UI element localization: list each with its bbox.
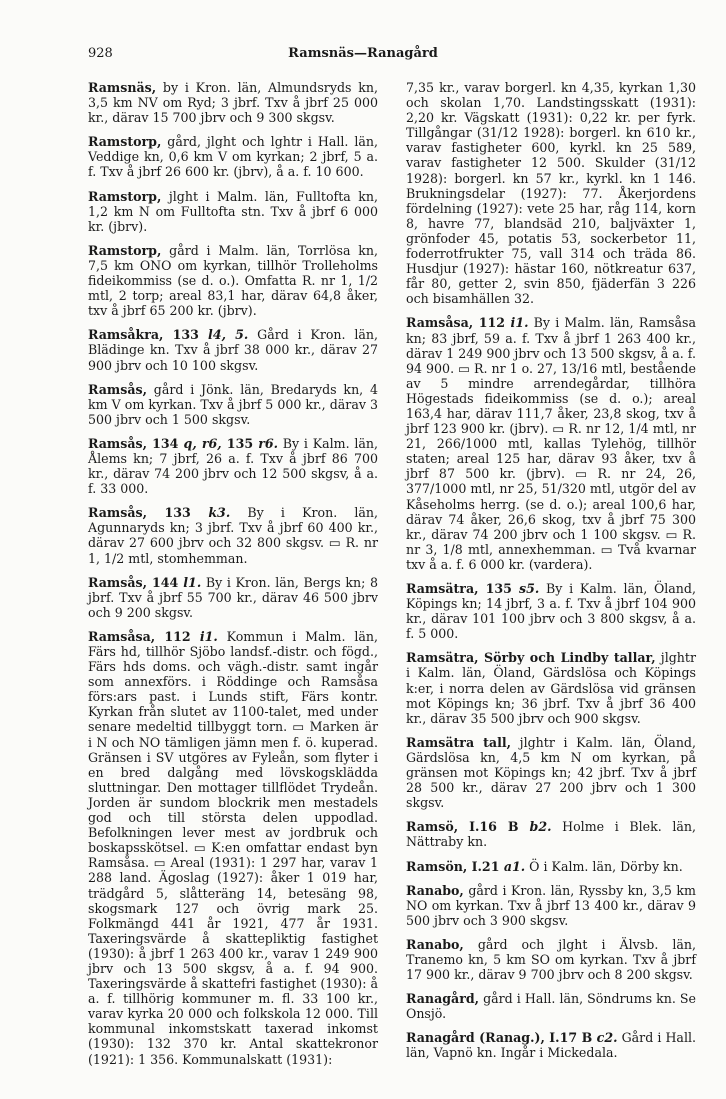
entry-headword: Ranabo, bbox=[406, 882, 464, 898]
entry-headword: Ramsnäs, bbox=[88, 80, 157, 95]
entry-text: Kommun i Malm. län, Färs hd, tillhör Sjöbo landsf.-distr. och fögd., Färs hds doms. och vägh.-distr. samt ingår som annexförs. i Röddinge och Ramsåsa förs:ars past. i Lunds stift, Färs kontr. Kyrkan från slutet av 1100-talet, med under senare medeltid tillbyggt torn. ▭ Marken är i N och NO tämligen jämn men f. ö. kuperad. Gränsen i SV utgöres av Fyleån, som flyter i en bred dalgång med lövskogsklädda sluttningar. Den mottager tillflödet Trydeån. Jorden är sundom blockrik men mestadels god och till största delen uppodlad. Befolkningen lever mest av jordbruk och boskapsskötsel. ▭ K:en omfattar endast byn Ramsåsa. ▭ Areal (1931): 1 297 har, varav 1 288 land. Ägoslag (1927): åker 1 019 har, trädgård 5, slåtteräng 14, betesäng 98, skogsmark 127 och övrig mark 25. Folkmängd 441 år 1921, 477 år 1931. Taxeringsvärde å skattepliktig fastighet (1930): å jbrf 1 263 400 kr., varav 1 249 900 jbrv och 13 500 skgsv, å a. f. 94 900. Taxeringsvärde å skattefri fastighet (1930): å a. f. tillhörig kommuner m. fl. 33 100 kr., varav kyrka 20 000 och folkskola 12 000. Till kommunal inkomstskatt taxerad inkomst (1930): 132 370 kr. Antal skattekronor (1921): 1 356. Kommunalskatt (1931): bbox=[88, 628, 378, 1067]
entry-text: gård i Kron. län, Ryssby kn, 3,5 km NO om kyrkan. Txv å jbrf 13 400 kr., därav 9 500 jbrv och 3 900 skgsv. bbox=[406, 882, 696, 928]
entry-text: Holme i Blek. län, Nättraby kn. bbox=[406, 819, 696, 850]
dictionary-entry bbox=[88, 505, 378, 565]
entry-headword: Ranabo, bbox=[406, 936, 464, 952]
dictionary-entry bbox=[88, 243, 378, 318]
entry-text: Gård i Hall. län, Vapnö kn. Ingår i Mickedala. bbox=[406, 1030, 697, 1061]
entry-headword: Ramsö, I.16 B bbox=[406, 819, 519, 835]
map-reference: k3. bbox=[190, 505, 231, 521]
entry-text: gård, jlght och lghtr i Hall. län, Veddige kn, 0,6 km V om kyrkan; 2 jbrf, 5 a. f. Txv å jbrf 26 600 kr. (jbrv), å a. f. 10 600. bbox=[88, 134, 378, 180]
entry-text: jlghtr i Kalm. län, Öland, Gärdslösa kn, 4,5 km N om kyrkan, på gränsen mot Köpings kn; 42 jbrf. Txv å jbrf 28 500 kr., därav 27 200 jbrv och 1 300 skgsv. bbox=[406, 734, 696, 811]
entry-headword: Ramsätra tall, bbox=[406, 734, 512, 750]
entry-headword: Ramsås, bbox=[88, 381, 147, 397]
dictionary-entry bbox=[406, 650, 696, 725]
dictionary-entry bbox=[406, 80, 696, 306]
dictionary-entry bbox=[88, 80, 378, 125]
entry-text: By i Kron. län, Agunnaryds kn; 3 jbrf. Txv å jbrf 60 400 kr., därav 27 600 jbrv och 32 800 skgsv. ▭ R. nr 1, 1/2 mtl, stomhemman. bbox=[88, 505, 379, 566]
dictionary-entry bbox=[406, 859, 696, 874]
dictionary-entry bbox=[88, 189, 378, 234]
page-header bbox=[88, 46, 638, 66]
entry-text: jlght i Malm. län, Fulltofta kn, 1,2 km N om Fulltofta stn. Txv å jbrf 6 000 kr. (jbrv). bbox=[88, 188, 378, 234]
entry-headword: Ramsätra, Sörby och Lindby tallar, bbox=[406, 650, 656, 666]
map-reference: a1. bbox=[499, 858, 526, 874]
entry-headword: Ranagård, bbox=[406, 991, 480, 1007]
entry-headword: Ramstorp, bbox=[88, 134, 162, 150]
entry-headword: Ramsås, 133 bbox=[88, 505, 191, 521]
dictionary-entry bbox=[88, 575, 378, 620]
dictionary-entry bbox=[88, 134, 378, 179]
dictionary-entry bbox=[406, 315, 696, 572]
map-reference: l1. bbox=[178, 574, 202, 590]
right-column bbox=[406, 80, 696, 1070]
entry-text: gård och jlght i Älvsb. län, Tranemo kn, 5 km SO om kyrkan. Txv å jbrf 17 900 kr., därav 9 700 jbrv och 8 200 skgsv. bbox=[406, 936, 696, 983]
map-reference: i1. bbox=[504, 315, 529, 331]
dictionary-entry bbox=[88, 327, 378, 372]
entry-text: Ö i Kalm. län, Dörby kn. bbox=[525, 858, 683, 874]
dictionary-entry bbox=[406, 1030, 696, 1060]
dictionary-entry bbox=[406, 883, 696, 928]
entry-text: By i Kalm. län, Ålems kn; 7 jbrf, 26 a. f. Txv å jbrf 86 700 kr., därav 74 200 jbrv och 12 500 skgsv, å a. f. 33 000. bbox=[88, 435, 379, 497]
dictionary-entry bbox=[406, 581, 696, 641]
dictionary-entry bbox=[88, 382, 378, 427]
entry-headword: Ramsåsa, 112 bbox=[406, 315, 505, 331]
entry-headword: Ramstorp, bbox=[88, 188, 162, 204]
entry-text: By i Kron. län, Bergs kn; 8 jbrf. Txv å jbrf 55 700 kr., därav 46 500 jbrv och 9 200 skgsv. bbox=[88, 574, 378, 620]
dictionary-entry bbox=[88, 629, 378, 1067]
entry-headword: Ramsön, I.21 bbox=[406, 858, 500, 874]
map-reference: s5. bbox=[511, 581, 540, 596]
map-reference: r6. bbox=[253, 435, 279, 451]
left-column bbox=[88, 80, 378, 1076]
entry-text: By i Malm. län, Ramsåsa kn; 83 jbrf, 59 a. f. Txv å jbrf 1 263 400 kr., därav 1 249 900 jbrv och 13 500 skgsv, å a. f. 94 900. ▭ R. nr 1 o. 27, 13/16 mtl, bestående av 5 mindre arrendegårdar, tillhöra Högestads fideikommiss (se d. o.); areal 163,4 har, därav 111,7 åker, 23,8 skog, txv å jbrf 123 900 kr. (jbrv). ▭ R. nr 12, 1/4 mtl, nr 21, 266/1000 mtl, kallas Tylehög, tillhör staten; areal 125 har, därav 93 åker, txv å jbrf 87 500 kr. (jbrv). ▭ R. nr 24, 26, 377/1000 mtl, nr 25, 51/320 mtl, utgör del av Kåseholms herrg. (se d. o.); areal 100,6 har, därav 74 åker, 26,6 skog, txv å jbrf 75 300 kr., därav 74 200 jbrv och 1 100 skgsv. ▭ R. nr 3, 1/8 mtl, annexhemman. ▭ Två kvarnar txv å a. f. 6 000 kr. (vardera). bbox=[406, 315, 696, 572]
entry-headword: 135 bbox=[221, 435, 254, 451]
dictionary-entry bbox=[406, 991, 696, 1021]
entry-headword: Ramsåkra, 133 bbox=[88, 327, 199, 343]
map-reference: c2. bbox=[592, 1030, 618, 1046]
entry-headword: Ranagård (Ranag.), I.17 B bbox=[406, 1030, 593, 1046]
entry-text: gård i Malm. län, Torrlösa kn, 7,5 km ONO om kyrkan, tillhör Trolleholms fideikommiss (se d. o.). Omfatta R. nr 1, 1/2 mtl, 2 torp; areal 83,1 har, därav 64,8 åker, txv å jbrf 65 200 kr. (jbrv). bbox=[88, 242, 378, 319]
entry-text: jlghtr i Kalm. län, Öland, Gärdslösa och Köpings k:er, i norra delen av Gärdslösa vid gränsen mot Köpings kn; 36 jbrf. Txv å jbrf 36 400 kr., därav 35 500 jbrv och 900 skgsv. bbox=[406, 650, 696, 726]
entry-headword: Ramsåsa, 112 bbox=[88, 628, 191, 644]
entry-text: 7,35 kr., varav borgerl. kn 4,35, kyrkan 1,30 och skolan 1,70. Landstingsskatt (1931): 2,20 kr. Vägskatt (1931): 0,22 kr. per fyrk. Tillgångar (31/12 1928): borgerl. kn 610 kr., varav fastigheter 600, kyrkl. kn 25 589, varav fastigheter 12 500. Skulder (31/12 1928): borgerl. kn 57 kr., kyrkl. kn 1 146. Brukningsdelar (1927): 77. Åkerjordens fördelning (1927): vete 25 har, råg 114, korn 8, havre 77, blandsäd 210, baljväxter 1, grönfoder 45, potatis 53, sockerbetor 11, foderrotfrukter 75, vall 314 och träda 86. Husdjur (1927): hästar 160, nötkreatur 637, får 80, getter 2, svin 850, fjäderfän 3 226 och bisamhällen 32. bbox=[406, 80, 696, 307]
page-number: 928 bbox=[88, 46, 113, 61]
entry-headword: Ramstorp, bbox=[88, 242, 162, 258]
dictionary-entry bbox=[406, 735, 696, 810]
entry-text: by i Kron. län, Almundsryds kn, 3,5 km NV om Ryd; 3 jbrf. Txv å jbrf 25 000 kr., därav 15 700 jbrv och 9 300 skgsv. bbox=[88, 80, 378, 126]
map-reference: i1. bbox=[190, 628, 218, 644]
dictionary-entry bbox=[406, 937, 696, 982]
map-reference: b2. bbox=[518, 819, 552, 835]
entry-headword: Ramsås, 144 bbox=[88, 574, 179, 590]
running-head: Ramsnäs—Ranagård bbox=[288, 46, 438, 61]
map-reference: l4, 5. bbox=[198, 327, 249, 343]
dictionary-entry bbox=[406, 819, 696, 849]
entry-text: gård i Jönk. län, Bredaryds kn, 4 km V om kyrkan. Txv å jbrf 5 000 kr., därav 3 500 jbrv och 1 500 skgsv. bbox=[88, 381, 378, 427]
entry-text: Gård i Kron. län, Blädinge kn. Txv å jbrf 38 000 kr., därav 27 900 jbrv och 10 100 skgsv. bbox=[88, 327, 378, 373]
entry-headword: Ramsätra, 135 bbox=[406, 581, 512, 596]
dictionary-entry bbox=[88, 436, 378, 496]
entry-text: By i Kalm. län, Öland, Köpings kn; 14 jbrf, 3 a. f. Txv å jbrf 104 900 kr., därav 101 100 jbrv och 3 800 skgsv, å a. f. 5 000. bbox=[406, 581, 696, 642]
entry-headword: Ramsås, 134 bbox=[88, 435, 179, 451]
entry-text: gård i Hall. län, Söndrums kn. Se Onsjö. bbox=[406, 991, 696, 1022]
map-reference: q, r6, bbox=[178, 435, 222, 451]
